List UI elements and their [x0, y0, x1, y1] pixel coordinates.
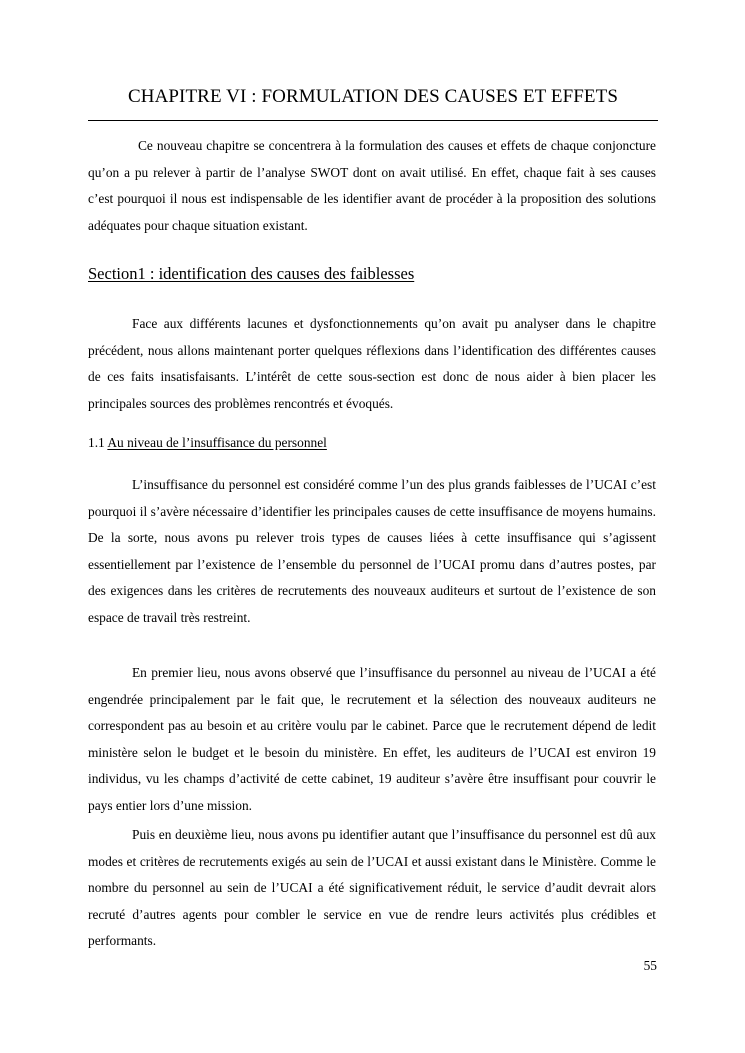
subsection-title: Au niveau de l’insuffisance du personnel — [107, 435, 327, 450]
body-paragraph-3: Puis en deuxième lieu, nous avons pu identifier autant que l’insuffisance du personnel est dû aux modes et critères de recrutements exigés au sein de l’UCAI et aussi existant dans le Ministère. Comme le nombre du personnel au sein de l’UCAI a été significativement réduit, le service d’audit devrait alors recruté d’autres agents pour combler le service en vue de rendre leurs activités plus crédibles et performants. — [88, 827, 656, 949]
section-intro-paragraph: Face aux différents lacunes et dysfonctionnements qu’on avait pu analyser dans le chapitre précédent, nous allons maintenant porter quelques réflexions dans l’identification des différentes causes de ces faits insatisfaisants. L’intérêt de cette sous-section est donc de nous aider à bien placer les principales sources des problèmes rencontrés et évoqués. — [88, 316, 656, 411]
chapter-title: CHAPITRE VI : FORMULATION DES CAUSES ET EFFETS — [127, 86, 619, 107]
subsection-heading — [88, 431, 327, 455]
section-heading: Section1 : identification des causes des faiblesses — [88, 264, 415, 283]
chapter-intro-paragraph: Ce nouveau chapitre se concentrera à la formulation des causes et effets de chaque conjoncture qu’on a pu relever à partir de l’analyse SWOT dont on avait utilisé. En effet, chaque fait à ses causes c’est pourquoi il nous est indispensable de les identifier avant de procéder à la proposition des solutions adéquates pour chaque situation existant. — [88, 138, 656, 233]
body-paragraph-1: L’insuffisance du personnel est considéré comme l’un des plus grands faiblesses de l’UCAI c’est pourquoi il s’avère nécessaire d’identifier les principales causes de cette insuffisance de moyens humains. De la sorte, nous avons pu relever trois types de causes liées à cette insuffisance qui s’agissent essentiellement par l’existence de l’ensemble du personnel de l’UCAI promu dans d’autres postes, par des exigences dans les critères de recrutements des nouveaux auditeurs et surtout de l’existence de son espace de travail très restreint. — [88, 477, 656, 625]
title-underline-rule — [88, 120, 658, 121]
page-number: 55 — [643, 958, 657, 973]
subsection-number: 1.1 — [88, 435, 108, 450]
body-paragraph-2: En premier lieu, nous avons observé que l’insuffisance du personnel au niveau de l’UCAI a été engendrée principalement par le fait que, le recrutement et la sélection des nouveaux auditeurs ne correspondent pas au besoin et au critère voulu par le cabinet. Parce que le recrutement dépend de ledit ministère selon le budget et le besoin du ministère. En effet, les auditeurs de l’UCAI est environ 19 individus, vu les champs d’activité de cette cabinet, 19 auditeur s’avère être insuffisant pour couvrir le pays entier lors d’une mission. — [88, 665, 656, 813]
